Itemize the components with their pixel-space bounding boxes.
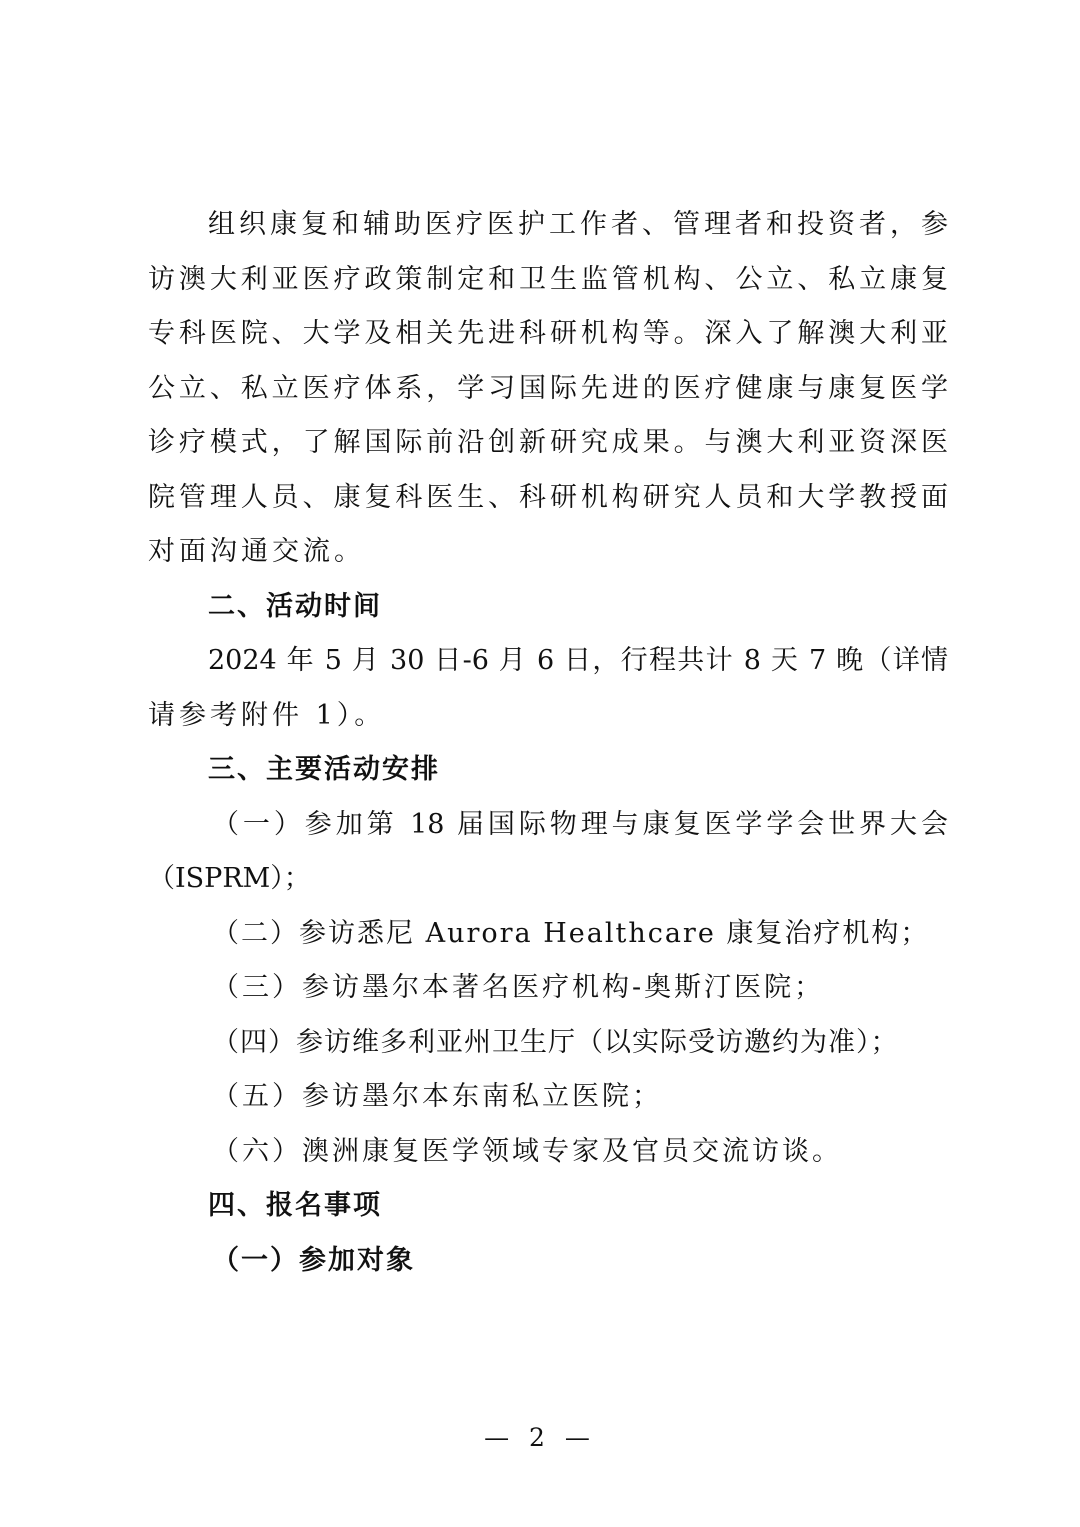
list-item: （ISPRM）；: [148, 863, 311, 894]
list-item: （二）参访悉尼 Aurora Healthcare 康复治疗机构；: [212, 918, 930, 949]
list-item: （一）参加第 18 届国际物理与康复医学学会世界大会: [212, 809, 948, 840]
list-item: （六）澳洲康复医学领域专家及官员交流访谈。: [212, 1136, 842, 1167]
paragraph-line: 访澳大利亚医疗政策制定和卫生监管机构、公立、私立康复: [148, 264, 948, 295]
section-heading: 二、活动时间: [208, 591, 382, 622]
paragraph-line: 对面沟通交流。: [148, 536, 365, 567]
list-item: （三）参访墨尔本著名医疗机构-奥斯汀医院；: [212, 972, 825, 1003]
section-heading: 三、主要活动安排: [208, 754, 440, 785]
paragraph-line: 请参考附件 1）。: [148, 700, 386, 731]
paragraph-line: 组织康复和辅助医疗医护工作者、管理者和投资者，参: [208, 209, 948, 240]
list-item: （五）参访墨尔本东南私立医院；: [212, 1081, 662, 1112]
paragraph-line: 2024 年 5 月 30 日-6 月 6 日，行程共计 8 天 7 晚（详情: [208, 645, 948, 676]
sub-heading: （一）参加对象: [212, 1245, 415, 1276]
paragraph-line: 诊疗模式，了解国际前沿创新研究成果。与澳大利亚资深医: [148, 427, 948, 458]
page-number: — 2 —: [484, 1423, 596, 1452]
section-heading: 四、报名事项: [208, 1190, 382, 1221]
paragraph-line: 专科医院、大学及相关先进科研机构等。深入了解澳大利亚: [148, 318, 948, 349]
list-item: （四）参访维多利亚州卫生厅（以实际受访邀约为准）；: [212, 1027, 899, 1058]
paragraph-line: 公立、私立医疗体系，学习国际先进的医疗健康与康复医学: [148, 373, 948, 404]
paragraph-line: 院管理人员、康复科医生、科研机构研究人员和大学教授面: [148, 482, 948, 513]
